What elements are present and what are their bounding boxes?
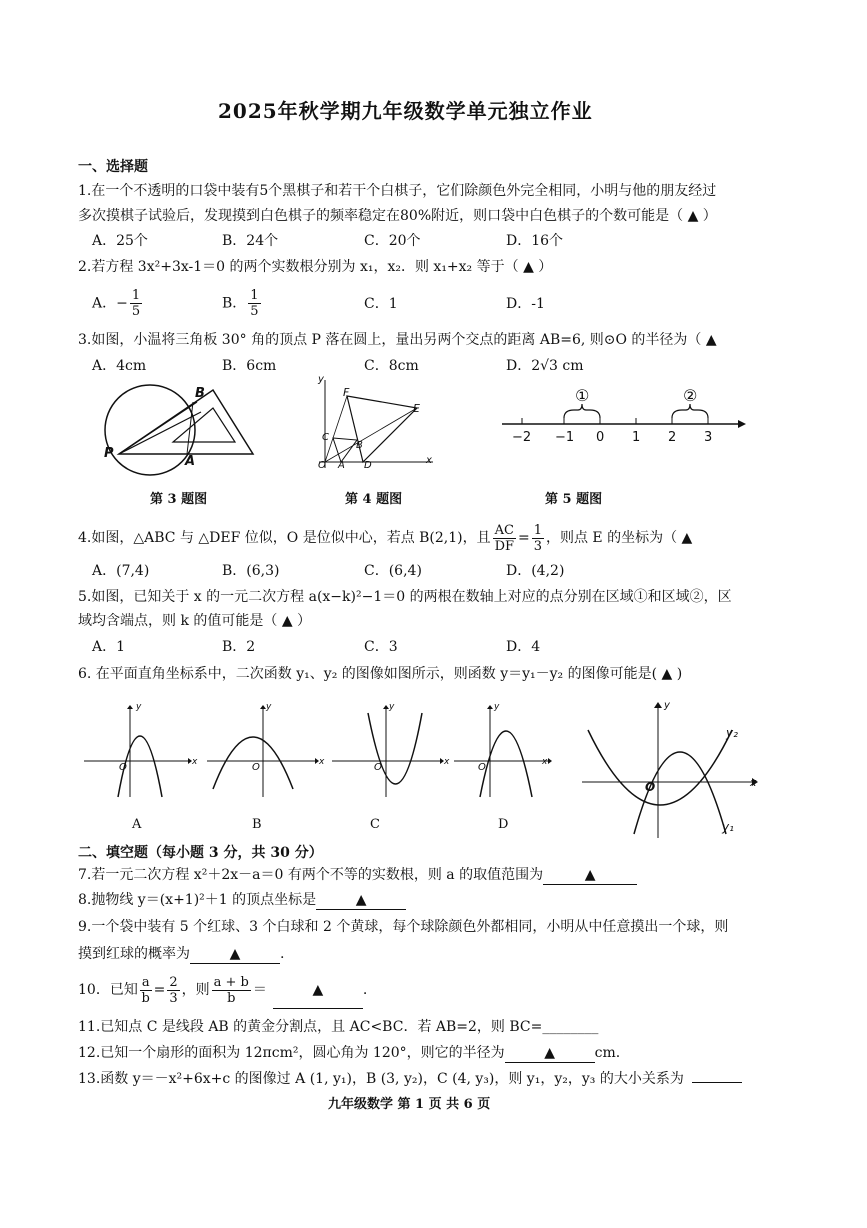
q10-frac-sum — [212, 975, 251, 1006]
q1-option-d[interactable]: D．16个 — [506, 233, 564, 249]
q9-prompt: 摸到红球的概率为 — [78, 946, 190, 962]
q10-d1: b — [141, 990, 150, 1006]
fig3-label-a: A — [185, 454, 196, 469]
q4-text — [78, 522, 692, 554]
q10-n3: a + b — [213, 974, 249, 990]
q6-c-y-label: y — [389, 702, 395, 712]
q7-prompt: 7.若一元二次方程 x²＋2x－a＝0 有两个不等的实数根，则 a 的取值范围为 — [78, 867, 544, 883]
q6-a-origin-label: O — [119, 762, 127, 773]
q6-main-y2-label: y₂ — [726, 726, 738, 740]
q10-answer-blank[interactable]: ▲ — [273, 972, 363, 1009]
q6-c-origin-label: O — [374, 762, 382, 773]
q5-line1: 5.如图，已知关于 x 的一元二次方程 a(x−k)²−1＝0 的两根在数轴上对应的点分别在区域①和区域②，区 — [78, 589, 732, 605]
q5-option-b[interactable]: B．2 — [222, 639, 256, 655]
page-footer: 九年级数学 第 1 页 共 6 页 — [328, 1097, 491, 1112]
q8-text — [78, 891, 406, 910]
q2-a-den: 5 — [131, 304, 141, 319]
fig5-tick-label: −1 — [555, 430, 575, 445]
q10-end: . — [362, 982, 368, 998]
fig4-label-e: E — [413, 402, 420, 415]
q13-answer-blank[interactable] — [692, 1082, 742, 1083]
fig3-label-b: B — [195, 386, 205, 401]
q2-option-b[interactable] — [222, 288, 263, 319]
q10-frac-23 — [167, 975, 179, 1006]
q2-option-a-label: A． — [92, 295, 117, 312]
q6-c-x-label: x — [444, 757, 450, 767]
q13-text — [78, 1070, 742, 1088]
q2-option-b-label: B． — [222, 295, 247, 312]
q1-line2: 多次摸棋子试验后，发现摸到白色棋子的频率稳定在80%附近，则口袋中白色棋子的个数可能是（ ▲ ） — [78, 208, 717, 224]
fig3-ruler-edge-2 — [119, 412, 201, 454]
fig3-label-p: P — [104, 446, 114, 461]
q9-line1: 9.一个袋中装有 5 个红球、3 个白球和 2 个黄球，每个球除颜色外都相同，小明从中任意摸出一个球，则 — [78, 919, 729, 935]
q1-option-a[interactable]: A．25个 — [92, 233, 148, 249]
q4-ratio-fraction — [493, 523, 516, 554]
q9-line2 — [78, 945, 284, 964]
q4-option-b[interactable]: B．(6,3) — [222, 563, 280, 579]
q6-b-origin-label: O — [252, 762, 260, 773]
q6-label-c[interactable]: C — [370, 817, 380, 832]
q4-value-fraction — [532, 523, 544, 554]
q6-d-y-label: y — [494, 702, 500, 712]
q1-option-c[interactable]: C．20个 — [364, 233, 421, 249]
q6-graph-d[interactable] — [452, 705, 552, 800]
q6-main-y-label: y — [664, 700, 670, 711]
fig5-arrow — [738, 420, 746, 428]
q2-b-den: 5 — [250, 304, 259, 319]
q6-graph-b[interactable] — [205, 705, 320, 800]
q4-text-post: ，则点 E 的坐标为（ ▲ — [545, 530, 693, 546]
q4-option-d[interactable]: D．(4,2) — [506, 563, 565, 579]
fig4-label-x: x — [426, 455, 432, 466]
fig3-circle — [105, 385, 195, 475]
fig4-label-b: B — [356, 440, 363, 451]
fig3-triangle-outer — [119, 390, 253, 454]
section-heading-choice: 一、选择题 — [78, 159, 148, 175]
fig5-region-2-label: ② — [683, 386, 698, 405]
q6-main-graph — [580, 700, 760, 840]
q11-text: 11.已知点 C 是线段 AB 的黄金分割点，且 AC<BC．若 AB=2，则 BC=________ — [78, 1019, 599, 1035]
q10-mid: ，则 — [181, 982, 210, 998]
fig5-region-1-brace — [564, 404, 600, 418]
q8-prompt: 8.抛物线 y＝(x+1)²＋1 的顶点坐标是 — [78, 892, 317, 908]
q10-eq2: ＝ — [252, 982, 267, 998]
q6-a-y-label: y — [136, 702, 142, 712]
q2-option-b-fraction — [248, 288, 260, 319]
q2-text: 2.若方程 3x²+3x-1＝0 的两个实数根分别为 x₁，x₂．则 x₁+x₂ 等于（ ▲ ） — [78, 259, 553, 275]
q6-d-x-label: x — [542, 757, 548, 767]
q4-option-a[interactable]: A．(7,4) — [92, 563, 150, 579]
q10-frac-ab — [140, 975, 152, 1006]
q12-end: cm. — [594, 1045, 621, 1061]
q4-eq: = — [517, 530, 530, 546]
q3-option-a[interactable]: A．4cm — [92, 358, 147, 374]
q12-answer-blank[interactable]: ▲ — [505, 1044, 595, 1063]
q6-graph-a[interactable] — [82, 705, 192, 800]
fig4-label-c: C — [322, 432, 329, 443]
q4-rden: 3 — [533, 538, 542, 554]
q10-text — [78, 972, 367, 1009]
figure-3 — [95, 382, 265, 477]
q10-n1: a — [141, 974, 150, 990]
fig5-tick-label: −2 — [512, 430, 532, 445]
q12-text — [78, 1044, 620, 1063]
q2-option-a[interactable] — [92, 288, 144, 319]
q2-option-d[interactable]: D．-1 — [506, 296, 545, 312]
fig5-region-1-label: ① — [575, 386, 590, 405]
fig5-caption: 第 5 题图 — [545, 492, 603, 507]
q6-graph-c[interactable] — [330, 705, 445, 800]
q5-option-c[interactable]: C．3 — [364, 639, 398, 655]
q6-b-x-label: x — [319, 757, 325, 767]
q6-graph-c-curve — [368, 713, 422, 784]
q6-label-d[interactable]: D — [498, 817, 509, 832]
fig5-tick-label: 2 — [668, 430, 677, 445]
fig4-caption: 第 4 题图 — [345, 492, 403, 507]
q4-num: AC — [494, 522, 514, 538]
section-heading-fill: 二、填空题（每小题 3 分，共 30 分） — [78, 845, 323, 861]
q6-label-b[interactable]: B — [252, 817, 262, 832]
q6-main-origin-label: O — [645, 780, 656, 794]
q9-answer-blank[interactable]: ▲ — [190, 945, 280, 964]
q12-prompt: 12.已知一个扇形的面积为 12πcm²，圆心角为 120°，则它的半径为 — [78, 1045, 505, 1061]
q5-option-a[interactable]: A．1 — [92, 639, 126, 655]
q3-option-b[interactable]: B．6cm — [222, 358, 277, 374]
q2-option-a-sign: − — [116, 295, 128, 312]
q4-text-pre: 4.如图，△ABC 与 △DEF 位似，O 是位似中心，若点 B(2,1)，且 — [78, 530, 491, 546]
q6-main-x-label: x — [750, 776, 757, 789]
q1-line1: 1.在一个不透明的口袋中装有5个黑棋子和若干个白棋子，它们除颜色外完全相同，小明与他的朋友经过 — [78, 183, 717, 199]
fig3-caption: 第 3 题图 — [150, 492, 208, 507]
q6-b-y-label: y — [266, 702, 272, 712]
q2-option-a-fraction — [130, 288, 142, 319]
fig5-tick-label: 3 — [704, 430, 713, 445]
fig4-ray-1 — [325, 396, 347, 462]
q10-eq1: = — [153, 982, 166, 998]
fig4-label-d: D — [364, 460, 372, 471]
q5-option-d[interactable]: D．4 — [506, 639, 541, 655]
q6-a-x-label: x — [192, 757, 198, 767]
q10-d3: b — [227, 990, 236, 1006]
q6-graph-d-curve — [480, 731, 532, 797]
q1-option-b[interactable]: B．24个 — [222, 233, 279, 249]
q2-option-c[interactable]: C．1 — [364, 296, 398, 312]
q10-n2: 2 — [169, 974, 178, 990]
q6-d-origin-label: O — [478, 762, 486, 773]
q4-option-c[interactable]: C．(6,4) — [364, 563, 422, 579]
q4-den: DF — [494, 538, 515, 554]
fig4-label-y: y — [318, 374, 324, 385]
q2-b-num: 1 — [250, 288, 259, 303]
q2-a-num: 1 — [131, 288, 141, 303]
fig4-label-f: F — [343, 386, 350, 399]
q3-text: 3.如图，小温将三角板 30° 角的顶点 P 落在圆上，量出另两个交点的距离 AB=6, 则⊙O 的半径为（ ▲ — [78, 332, 717, 348]
q3-option-c[interactable]: C．8cm — [364, 358, 419, 374]
fig5-region-2-brace — [672, 404, 708, 418]
fig4-label-o: O — [318, 460, 326, 471]
q6-label-a[interactable]: A — [132, 817, 142, 832]
q7-text — [78, 866, 637, 885]
q13-prompt: 13.函数 y＝－x²+6x+c 的图像过 A (1, y₁)，B (3, y₂)，C (4, y₃)，则 y₁，y₂，y₃ 的大小关系为 — [78, 1071, 684, 1087]
q3-option-d[interactable]: D．2√3 cm — [506, 358, 584, 374]
q6-text: 6. 在平面直角坐标系中，二次函数 y₁、y₂ 的图像如图所示，则函数 y＝y₁－y₂ 的图像可能是( ▲ ) — [78, 666, 683, 682]
page-title: 2025年秋学期九年级数学单元独立作业 — [218, 99, 593, 123]
q8-answer-blank[interactable]: ▲ — [316, 891, 406, 910]
fig5-tick-label: 1 — [632, 430, 641, 445]
fig5-tick-label: 0 — [596, 430, 605, 445]
q4-rnum: 1 — [533, 522, 542, 538]
fig3-ruler-edge — [119, 402, 197, 454]
q10-pre: 10．已知 — [78, 982, 138, 998]
fig3-triangle-inner — [173, 408, 235, 442]
q9-end: . — [280, 946, 285, 962]
fig4-label-a: A — [338, 460, 345, 471]
fig5-ticks — [522, 418, 708, 424]
q10-d2: 3 — [169, 990, 178, 1006]
figure-4 — [315, 378, 435, 473]
q7-answer-blank[interactable]: ▲ — [543, 866, 637, 885]
q6-main-y1-label: y₁ — [722, 820, 734, 834]
q5-line2: 域均含端点，则 k 的值可能是（ ▲ ） — [78, 613, 312, 629]
